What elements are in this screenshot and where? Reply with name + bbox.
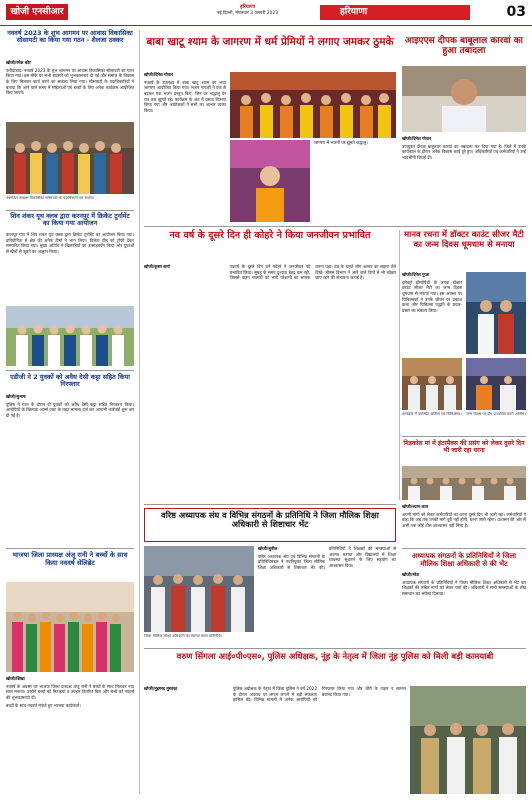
- story-body: नववर्ष के दूसरे दिन घने कोहरे ने जनजीवन को प्रभावित किया। सुबह के समय दृश्यता बेहद कम रही, जिससे वाहन चालकों को भारी परेशानी का सामना करना पड़ा। ठंड के चलते लोग अलाव का सहारा लेते दिखे। मौसम विभाग ने आने वाले दिनों में भी कोहरा छाए रहने की संभावना जताई है।: [229, 264, 396, 281]
- headline-s8: मानव रचना में डॉक्टर काउंट सीजर मैटी का जन्म दिवस धूमधाम से मनाया: [404, 229, 524, 249]
- story-body: इलेक्ट्रो होम्योपैथी के जनक डॉक्टर काउंट सीजर मैटी का जन्म दिवस धूमधाम से मनाया गया। इस अवसर पर चिकित्सकों ने उनके जीवन पर प्रकाश डाला और चिकित्सा पद्धति के प्रचार-प्रसार का संकल्प लिया।: [402, 279, 462, 314]
- divider: [144, 648, 526, 649]
- page-number: 03: [506, 4, 526, 20]
- dateline: [180, 4, 315, 17]
- story-s12: [144, 686, 406, 794]
- caption-s1: नवगठित आवास विकासिका सोसायटी के पदाधिकारी एवं सदस्य।: [6, 196, 95, 200]
- byline: खोजी/नरेश: [402, 572, 420, 577]
- photo-ias-officer: [402, 66, 526, 132]
- caption-s8a: कार्यक्रम में उपस्थित अतिथि एवं चिकित्सक।: [402, 412, 462, 416]
- headline-s4: भाजपा जिला प्राध्यक्ष अंजू रानी ने बच्चों के साथ किया नववर्ष सेलिब्रेट: [12, 551, 128, 567]
- column-divider: [399, 230, 400, 500]
- divider: [6, 370, 134, 371]
- newspaper-logo: खोजी एनसीआर: [6, 4, 68, 20]
- byline: खोजी/दिनेश गोयल: [402, 136, 431, 141]
- divider: [402, 548, 526, 549]
- photo-teachers-meeting: [144, 546, 254, 632]
- story-body: अध्यापक संगठनों के प्रतिनिधियों ने जिला मौलिक शिक्षा अधिकारी से भेंट कर शिक्षकों की लंबित मांगों को लेकर चर्चा की। अधिकारी ने सभी समस्याओं के शीघ्र समाधान का भरोसा दिलाया।: [402, 579, 526, 597]
- story-s5: [144, 72, 226, 222]
- headline-s12: वरुण सिंगला आई०पी०एस०, पुलिस अधिक्षक, नूंह के नेतृत्व में जिला नूंह पुलिस को मिली बड़ी कामयाबी: [176, 651, 494, 661]
- photo-doctor-lamp: [466, 358, 526, 410]
- story-s3: [6, 394, 134, 544]
- section-title: हरियाणा: [320, 5, 470, 20]
- story-body: वरिष्ठ अध्यापक संघ एवं विभिन्न संगठनों के प्रतिनिधिमंडल ने नवनियुक्त जिला मौलिक शिक्षा अधिकारी से शिष्टाचार भेंट की। प्रतिनिधियों ने शिक्षकों की समस्याओं से अवगत कराया और विद्यालयों में शिक्षा व्यवस्था सुधारने के लिए सहयोग का आश्वासन दिया।: [258, 546, 396, 571]
- headline-s9: मिडकोस मां में इंटरमैक्स की प्रसंग को लेकर दुसरे दिन भी जारी रहा धरना: [403, 440, 525, 455]
- story-s7: [144, 264, 396, 500]
- caption-s8b: जन्म दिवस पर दीप प्रज्वलित करते अतिथि।: [466, 412, 526, 416]
- byline: खोजी/रमेश कौर: [6, 60, 31, 65]
- headline-s3: एडीजी ने 2 युवकों को अवैध देसी कट्टा सहित किया गिरफ्तार: [10, 373, 130, 389]
- story-body: करनपुर गांव में शिव शंकर यूथ क्लब द्वारा क्रिकेट टूर्नामेंट का आयोजन किया गया। प्रतियोगिता में क्षेत्र की अनेक टीमों ने भाग लिया। विजेता टीम को ट्रॉफी देकर सम्मानित किया गया। मुख्य अतिथि ने खिलाड़ियों का उत्साहवर्धन किया और युवाओं से खेलों से जुड़ने का आह्वान किया।: [6, 232, 134, 255]
- masthead-brand: हरियाणा: [239, 4, 256, 10]
- story-s9: [402, 504, 526, 544]
- story-s2: [6, 232, 134, 304]
- photo-jagran-devotees: [230, 72, 396, 138]
- headline-s10: वरिष्ठ अध्यापक संघ व विभिन्न संगठनों के प्रतिनिधि ने जिला मौलिक शिक्षा अधिकारी से शिष्टाचार भेंट: [161, 510, 379, 530]
- story-s6: [402, 136, 526, 222]
- photo-jagran-singer: [230, 140, 310, 222]
- caption-s10: जिला मौलिक शिक्षा अधिकारी का स्वागत करते प्रतिनिधि।: [144, 634, 223, 638]
- divider: [144, 226, 526, 227]
- byline: खोजी/श्याम लाल: [402, 504, 429, 509]
- photo-society-members: [6, 122, 134, 194]
- story-s4: [6, 676, 134, 794]
- byline: खोजी/मुहम्मद मुस्तफा: [144, 686, 178, 691]
- story-body: पुलिस अधीक्षक के नेतृत्व में जिला पुलिस ने वर्ष 2022 के दौरान अपराध पर लगाम लगाने में बड़ी सफलता हासिल की। विभिन्न मामलों में अनेक आरोपियों को गिरफ्तार किया गया और चोरी के वाहन व सामान बरामद किया गया।: [233, 686, 406, 703]
- byline: खोजी/शिखा: [6, 676, 25, 681]
- story-s1: [6, 60, 134, 120]
- caption-s4: बच्चों के साथ नववर्ष मनाते हुए भाजपा कार्यकर्ता।: [6, 702, 81, 708]
- story-body: नववर्ष के अवसर पर भाजपा जिला प्राध्यक्ष अंजू रानी ने बच्चों के साथ मिलकर नया साल मनाया। उन्होंने बच्चों को मिठाइयां व उपहार वितरित किए और सभी को नववर्ष की शुभकामनाएं दीं।: [6, 683, 134, 701]
- headline-s5: बाबा खाटू श्याम के जागरण में धर्म प्रेमियों ने लगाए जमकर ठुमके: [146, 36, 394, 48]
- column-divider: [139, 30, 140, 794]
- byline: खोजी/कृष्ण शर्मा: [144, 264, 170, 269]
- headline-s1: नववर्ष 2023 के शुभ आगमन पर आवास विकासिका सोसायटी का किया गया गठन - शैलजा ठक्कर: [7, 29, 133, 45]
- photo-doctor-event: [466, 272, 526, 354]
- photo-police-recovery: [410, 686, 526, 794]
- byline: खोजी/सुनील: [258, 546, 278, 551]
- story-body: फरीदाबाद। नववर्ष 2023 के शुभ आगमन पर आवास विकासिका सोसायटी का गठन किया गया। इस मौके पर सभी सदस्यों को शुभकामनाएं दी गईं और समाज के विकास के लिए मिलकर कार्य करने का संकल्प लिया गया। सोसायटी के पदाधिकारियों ने बताया कि आने वाले समय में महिलाओं एवं बच्चों के लिए अनेक कार्यक्रम आयोजित किए जाएंगे।: [6, 67, 134, 96]
- divider: [6, 210, 134, 211]
- headline-s7: नव वर्ष के दूसरे दिन ही कोहरे ने किया जनजीवन प्रभावित: [169, 230, 371, 241]
- headline-s6: आइएएस दीपक बाबूलाल कारवां का हुआ तबादला: [405, 36, 523, 57]
- headline-s2: शिव शंकर यूथ क्लब द्वारा करनपुर में क्रिकेट टूर्नामेंट का किया गया आयोजन: [10, 212, 130, 228]
- photo-cricket-team: [6, 306, 134, 366]
- byline: खोजी/सुभाष: [6, 394, 26, 399]
- photo-doctor-stage: [402, 358, 462, 410]
- story-body: नववर्ष के उपलक्ष्य में बाबा खाटू श्याम का भव्य जागरण आयोजित किया गया। भजन गायकों ने एक से बढ़कर एक भजन प्रस्तुत किए, जिन पर श्रद्धालु देर रात तक झूमते रहे। कार्यक्रम के अंत में प्रसाद वितरण किया गया और आयोजकों ने सभी का आभार व्यक्त किया।: [144, 79, 226, 114]
- byline: खोजी/दिनेश गुप्ता: [402, 272, 430, 277]
- masthead: [0, 0, 532, 26]
- headline-s11: अध्यापक संगठनों के प्रतिनिधियों ने जिला मौलिक शिक्षा अधिकारी से की भेंट: [411, 552, 517, 569]
- story-s10: [258, 546, 396, 632]
- story-body: पुलिस ने गश्त के दौरान दो युवकों को अवैध देसी कट्टा सहित गिरफ्तार किया। आरोपियों के खिलाफ आर्म्स एक्ट के तहत मामला दर्ज कर आगामी कार्रवाई शुरू कर दी गई है।: [6, 401, 134, 419]
- photo-children-celebration: [6, 582, 134, 672]
- divider: [402, 436, 526, 437]
- story-s8: [402, 272, 462, 354]
- story-body: अपनी मांगों को लेकर कर्मचारियों का धरना दूसरे दिन भी जारी रहा। कर्मचारियों ने कहा कि जब तक उनकी मांगें पूरी नहीं होंगी, धरना जारी रहेगा। प्रशासन की ओर से अभी तक कोई ठोस आश्वासन नहीं मिला है।: [402, 511, 526, 529]
- story-s11: [402, 572, 526, 644]
- divider: [6, 548, 134, 549]
- caption-s5: जागरण में भजनों पर झूमते श्रद्धालु।: [314, 140, 368, 145]
- story-body: उपायुक्त दीपक बाबूलाल कारवां का तबादला कर दिया गया है। जिले में उनके कार्यकाल के दौरान अनेक विकास कार्य पूरे हुए। अधिकारियों एवं कर्मचारियों ने उन्हें भावभीनी विदाई दी।: [402, 143, 526, 161]
- divider: [144, 504, 396, 505]
- photo-dharna: [402, 466, 526, 500]
- byline: खोजी/दिनेश गोयल: [144, 72, 173, 77]
- dateline-text: नई दिल्ली, मंगलवार 3 जनवरी 2023: [216, 10, 278, 16]
